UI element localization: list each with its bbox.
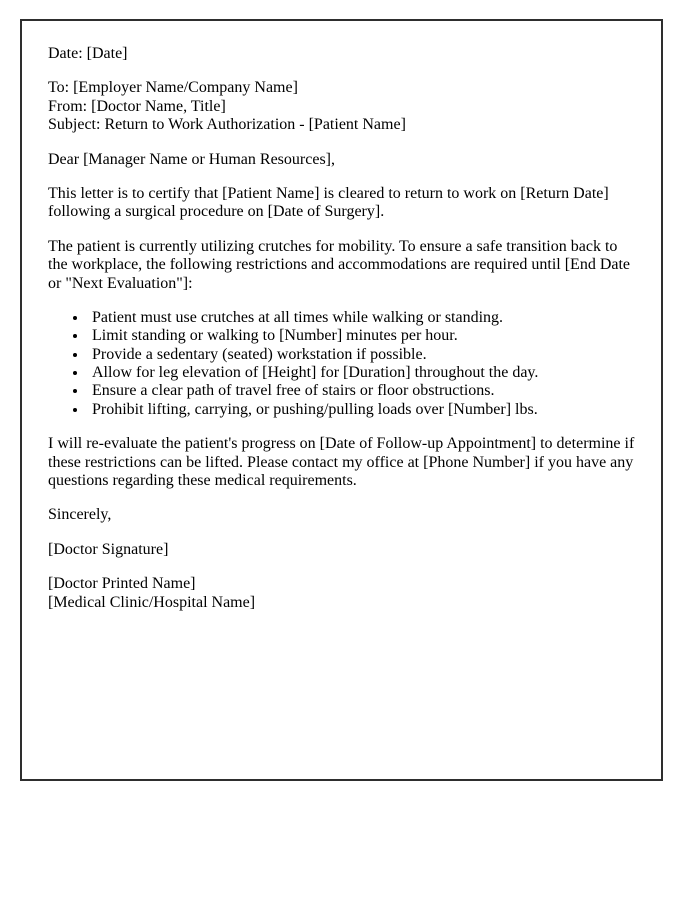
signature-block xyxy=(48,575,635,612)
clinic-name: [Medical Clinic/Hospital Name] xyxy=(48,593,256,611)
restriction-item: • Limit standing or walking to [Number] minutes per hour. xyxy=(88,327,635,345)
sign-off: Sincerely, xyxy=(48,506,112,524)
intro-paragraph: This letter is to certify that [Patient Name] is cleared to return to work on [Return Date] following a surgical procedure on [Date of Surgery]. xyxy=(48,184,609,221)
restrictions-intro: The patient is currently utilizing crutches for mobility. To ensure a safe transition back to the workplace, the following restrictions and accommodations are required until [End Date or "Next Evaluation"]: xyxy=(48,237,631,292)
restriction-item: • Ensure a clear path of travel free of stairs or floor obstructions. xyxy=(88,382,635,400)
salutation: Dear [Manager Name or Human Resources], xyxy=(48,150,335,168)
restrictions-list xyxy=(48,309,635,419)
restriction-item: • Patient must use crutches at all times while walking or standing. xyxy=(88,309,635,327)
recipient-line: To: [Employer Name/Company Name] xyxy=(48,79,298,97)
subject-line: Subject: Return to Work Authorization - [Patient Name] xyxy=(48,116,406,134)
printed-name: [Doctor Printed Name] xyxy=(48,575,196,593)
restriction-item: • Allow for leg elevation of [Height] for [Duration] throughout the day. xyxy=(88,364,635,382)
date-line: Date: [Date] xyxy=(48,45,128,62)
letter-document xyxy=(20,19,663,781)
sender-line: From: [Doctor Name, Title] xyxy=(48,97,226,115)
signature-placeholder: [Doctor Signature] xyxy=(48,540,169,558)
letter-header-block xyxy=(48,79,635,134)
restriction-item: • Provide a sedentary (seated) workstation if possible. xyxy=(88,346,635,364)
followup-paragraph: I will re-evaluate the patient's progress on [Date of Follow-up Appointment] to determine if these restrictions can be lifted. Please contact my office at [Phone Number] if you have any questions regarding these medical requirements. xyxy=(48,435,635,490)
restriction-item: • Prohibit lifting, carrying, or pushing/pulling loads over [Number] lbs. xyxy=(88,401,635,419)
